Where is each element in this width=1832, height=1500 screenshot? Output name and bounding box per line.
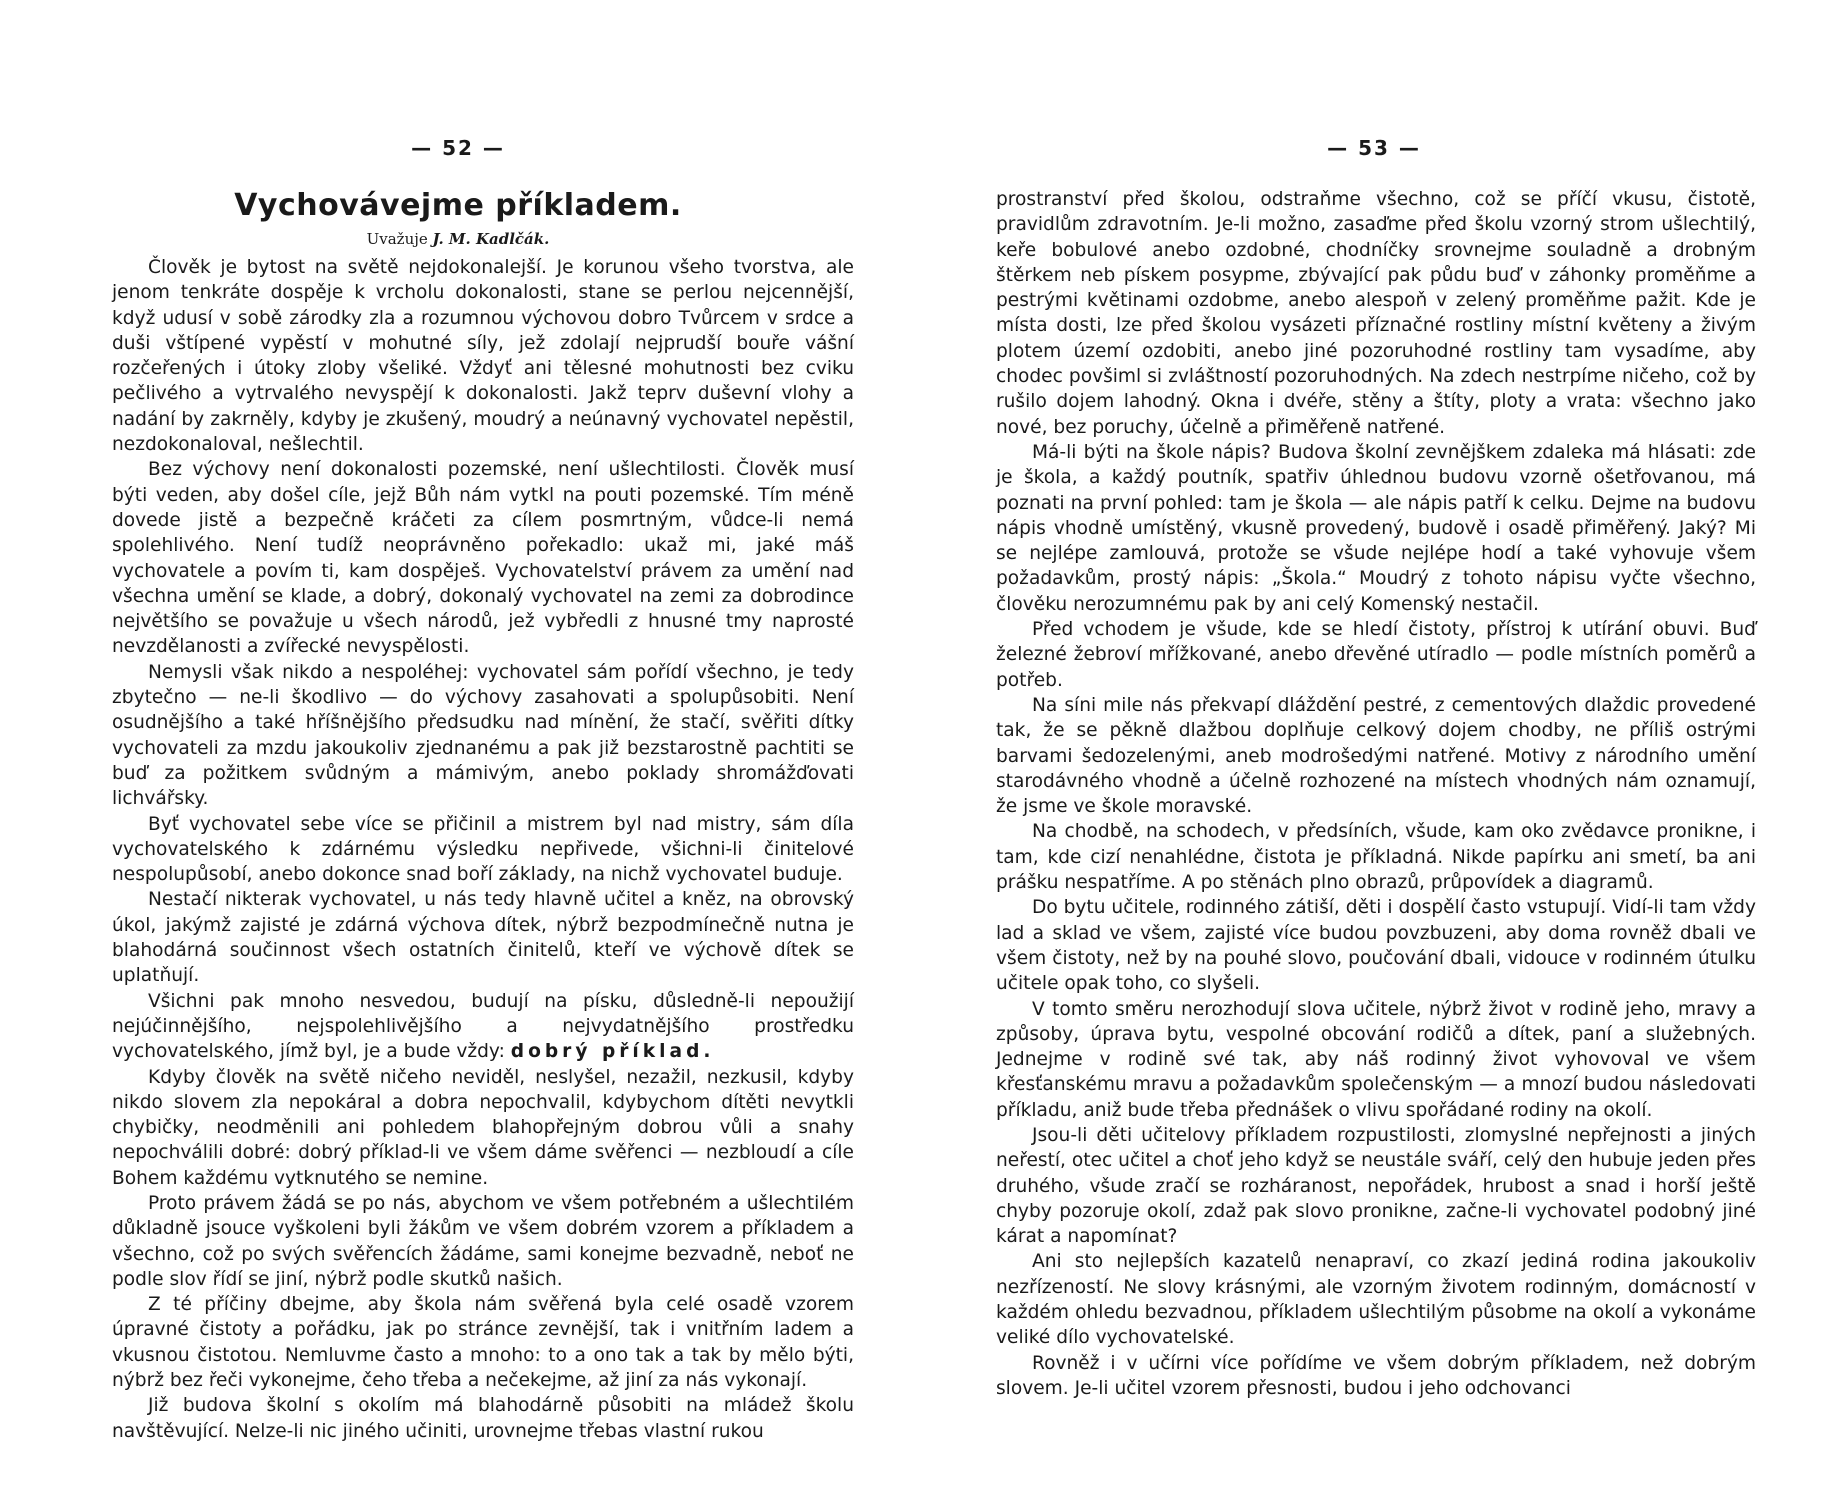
- page-number: — 52 —: [411, 136, 505, 160]
- paragraph: prostranství před školou, odstraňme všechno, což se příčí vkusu, čistotě, pravidlům zdravotním. Je-li možno, zasaďme před školu vzorný strom ušlechtilý, keře bobulové anebo ozdobné, chodníčky srovnejme souladně a drobným štěrkem neb pískem posypme, zbývající pak půdu buď v záhonky proměňme a pestrými květinami ozdobme, anebo alespoň v zelený proměňme pažit. Kde je místa dosti, lze před školou vysázeti příznačné rostliny místní květeny a živým plotem území ozdobiti, anebo jiné pozoruhodné rostliny tam vysadíme, aby chodec povšiml si zvláštností pozoruhodných. Na zdech nestrpíme ničeho, což by rušilo dojem lahodný. Okna i dvéře, stěny a štíty, ploty a vrata: všechno jako nové, bez poruchy, účelně a přiměřeně natřené.: [996, 189, 1756, 438]
- page-number: — 53 —: [1327, 136, 1421, 160]
- paragraph: Má-li býti na škole nápis? Budova školní zevnějškem zdaleka má hlásati: zde je škola, a každý poutník, spatřiv úhlednou budovu vzorně ošetřovanou, má poznati na první pohled: tam je škola — ale nápis patří k celku. Dejme na budovu nápis vhodně umístěný, vkusně provedený, budově i osadě přiměřený. Jaký? Mi se nejlépe zamlouvá, protože se všude nejlépe hodí a také vyhovuje všem požadavkům, prostý nápis: „Škola.“ Moudrý z tohoto nápisu vyčte všechno, člověku nerozumnému pak by ani celý Komenský nestačil.: [996, 441, 1756, 615]
- paragraph: Kdyby člověk na světě ničeho neviděl, neslyšel, nezažil, nezkusil, kdyby nikdo slovem zla nepokáral a dobra nepochvalil, kdybychom dítěti nevytkli chybičky, neodměnili ani pohledem blahopřejným dobrou vůli a snahy nepochválili dobré: dobrý příklad-li ve všem dáme svěřenci — nezbloudí a cíle Bohem každému vytknutého se nemine.: [112, 1066, 854, 1189]
- right-page: [916, 0, 1832, 1500]
- paragraph: Na síni mile nás překvapí dláždění pestré, z cementových dlaždic provedené tak, že se pěkně dlažbou doplňuje celkový dojem chodby, ne příliš ostrými barvami šedozelenými, aneb modrošedými natřené. Motivy z národního umění starodávného vhodně a účelně rozhozené na místech vhodných nám oznamují, že jsme ve škole moravské.: [996, 694, 1756, 818]
- paragraph: Do bytu učitele, rodinného zátiší, děti i dospělí často vstupují. Vidí-li tam vždy lad a sklad ve všem, zajisté více budou povzbuzeni, aby doma rovněž dbali ve všem čistoty, než by na pouhé slovo, poučování dbali, vidouce v rodinném útulku učitele opak toho, co slyšeli.: [996, 897, 1756, 995]
- paragraph: Proto právem žádá se po nás, abychom ve všem potřebném a ušlechtilém důkladně jsouce vyškoleni byli žákům ve všem dobrém vzorem a příkladem a všechno, což po svých svěřencích žádáme, sami konejme bezvadně, neboť ne podle slov řídí se jiní, nýbrž podle skutků našich.: [112, 1192, 854, 1290]
- paragraph: Z té příčiny dbejme, aby škola nám svěřená byla celé osadě vzorem úpravné čistoty a pořádku, jak po stránce zevnější, tak i vnitřním ladem a vkusnou čistotou. Nemluvme často a mnoho: to a ono tak a tak by mělo býti, nýbrž bez řeči vykonejme, čeho třeba a nečekejme, až jiní za nás vykonají.: [112, 1294, 854, 1392]
- paragraph: Rovněž i v učírni více pořídíme ve všem dobrým příkladem, než dobrým slovem. Je-li učitel vzorem přesnosti, budou i jeho odchovanci: [996, 1352, 1756, 1399]
- paragraph: [112, 989, 854, 1065]
- paragraph: Jsou-li děti učitelovy příkladem rozpustilosti, zlomyslné nepřejnosti a jiných neřestí, otec učitel a choť jeho když se neustále sváří, celý den hubuje jeden přes druhého, všude zračí se rozháranost, nepořádek, hrubost a snad i horší ještě chyby pozoruje okolí, zdaž pak slovo pronikne, začne-li vychovatel podobný jiné kárat a napomínat?: [996, 1124, 1756, 1248]
- article-title: Vychovávejme příkladem.: [234, 188, 682, 223]
- paragraph: V tomto směru nerozhodují slova učitele, nýbrž život v rodině jeho, mravy a způsoby, úprava bytu, vespolné obcování rodičů a dítek, paní a služebných. Jednejme v rodině své tak, aby náš rodinný život vyhovoval ve všem křesťanskému mravu a požadavkům společenským — a mnozí budou následovati příkladu, aniž bude třeba přednášek o vlivu spořádané rodiny na okolí.: [996, 998, 1756, 1121]
- byline-author: J. M. Kadlčák.: [432, 230, 550, 248]
- text-column-right: [996, 187, 1756, 1401]
- paragraph: Před vchodem je všude, kde se hledí čistoty, přístroj k utírání obuvi. Buď železné žebroví mřížkované, anebo dřevěné utíradlo — podle místních poměrů a potřeb.: [996, 619, 1756, 691]
- paragraph: Ani sto nejlepších kazatelů nenapraví, co zkazí jediná rodina jakoukoliv nezřízeností. Ne slovy krásnými, ale vzorným životem rodinným, domácností v každém ohledu bezvadnou, příkladem ušlechtilým působme na okolí a vykonáme veliké dílo vychovatelské.: [996, 1251, 1756, 1349]
- paragraph: Na chodbě, na schodech, v předsíních, všude, kam oko zvědavce proniknе, i tam, kde cizí nenahlédne, čistota je příkladná. Nikde papírku ani smetí, ba ani prášku nespatříme. A po stěnách plno obrazů, průpovídek a diagramů.: [996, 821, 1756, 894]
- paragraph: Člověk je bytost na světě nejdokonalejší. Je korunou všeho tvorstva, ale jenom tenkráte dospěje k vrcholu dokonalosti, stane se perlou nejcennější, když udusí v sobě zárodky zla a rozumnou výchovou dobro Tvůrcem v srdce a duši vštípené vypěstí v mohutné síly, jež zdolají nejprudší bouře vášní rozčeřených i útoky zloby všeliké. Vždyť ani tělesné mohutnosti bez cviku pečlivého a vytrvalého nevyspějí k dokonalosti. Jakž teprv duševní vlohy a nadání by zakrněly, kdyby je zkušený, moudrý a neúnavný vychovatel nepěstil, nezdokonaloval, nešlechtil.: [112, 257, 854, 456]
- paragraph: Nemysli však nikdo a nespoléhej: vychovatel sám pořídí všechno, je tedy zbytečno — ne-li škodlivo — do výchovy zasahovati a spolupůsobiti. Není osudnějšího a také hříšnějšího předsudku nad mínění, že stačí, svěřiti dítky vychovateli za mzdu jakoukoliv zjednanému a pak již bezstarostně pachtiti se buď za požitkem svůdným a mámivým, anebo poklady shromážďovati lichvářsky.: [112, 661, 854, 810]
- byline-prefix: Uvažuje: [366, 230, 428, 248]
- paragraph: Již budova školní s okolím má blahodárně působiti na mládež školu navštěvující. Nelze-li nic jiného učiniti, urovnejme třebas vlastní rukou: [112, 1395, 854, 1442]
- text-column-left: [112, 255, 854, 1444]
- byline: [0, 230, 916, 248]
- paragraph: Nestačí nikterak vychovatel, u nás tedy hlavně učitel a kněz, na obrovský úkol, jakýmž zajisté je zdárná výchova dítek, nýbrž bezpodmínečně nutna je blahodárná součinnost všech ostatních činitelů, kteří ve výchově dítek se uplatňují.: [112, 889, 854, 987]
- emphasized-phrase: dobrý příklad.: [510, 1041, 715, 1063]
- paragraph-text: Všichni pak mnoho nesvedou, budují na písku, důsledně-li nepoužijí nejúčinnějšího, nejspolehlivějšího a nejvydatnějšího prostředku vychovatelského, jímž byl, je a bude vždy:: [112, 990, 854, 1063]
- paragraph: Byť vychovatel sebe více se přičinil a mistrem byl nad mistry, sám díla vychovatelského k zdárnému výsledku nepřivede, všichni-li činitelové nespolupůsobí, anebo dokonce snad boří základy, na nichž vychovatel buduje.: [112, 813, 854, 886]
- paragraph: Bez výchovy není dokonalosti pozemské, není ušlechtilosti. Člověk musí býti veden, aby došel cíle, jejž Bůh nám vytkl na pouti pozemské. Tím méně dovede jistě a bezpečně kráčeti za cílem posmrtným, vůdce-li nemá spolehlivého. Není tudíž neoprávněno pořekadlo: ukaž mi, jaké máš vychovatele a povím ti, kam dospěješ. Vychovatelství právem za umění nad všechna umění se klade, a dobrý, dokonalý vychovatel na zemi za dobrodince největšího se považuje u všech národů, jež vybředli z hnusné tmy naprosté nevzdělanosti a zvířecké nevyspělosti.: [112, 459, 854, 658]
